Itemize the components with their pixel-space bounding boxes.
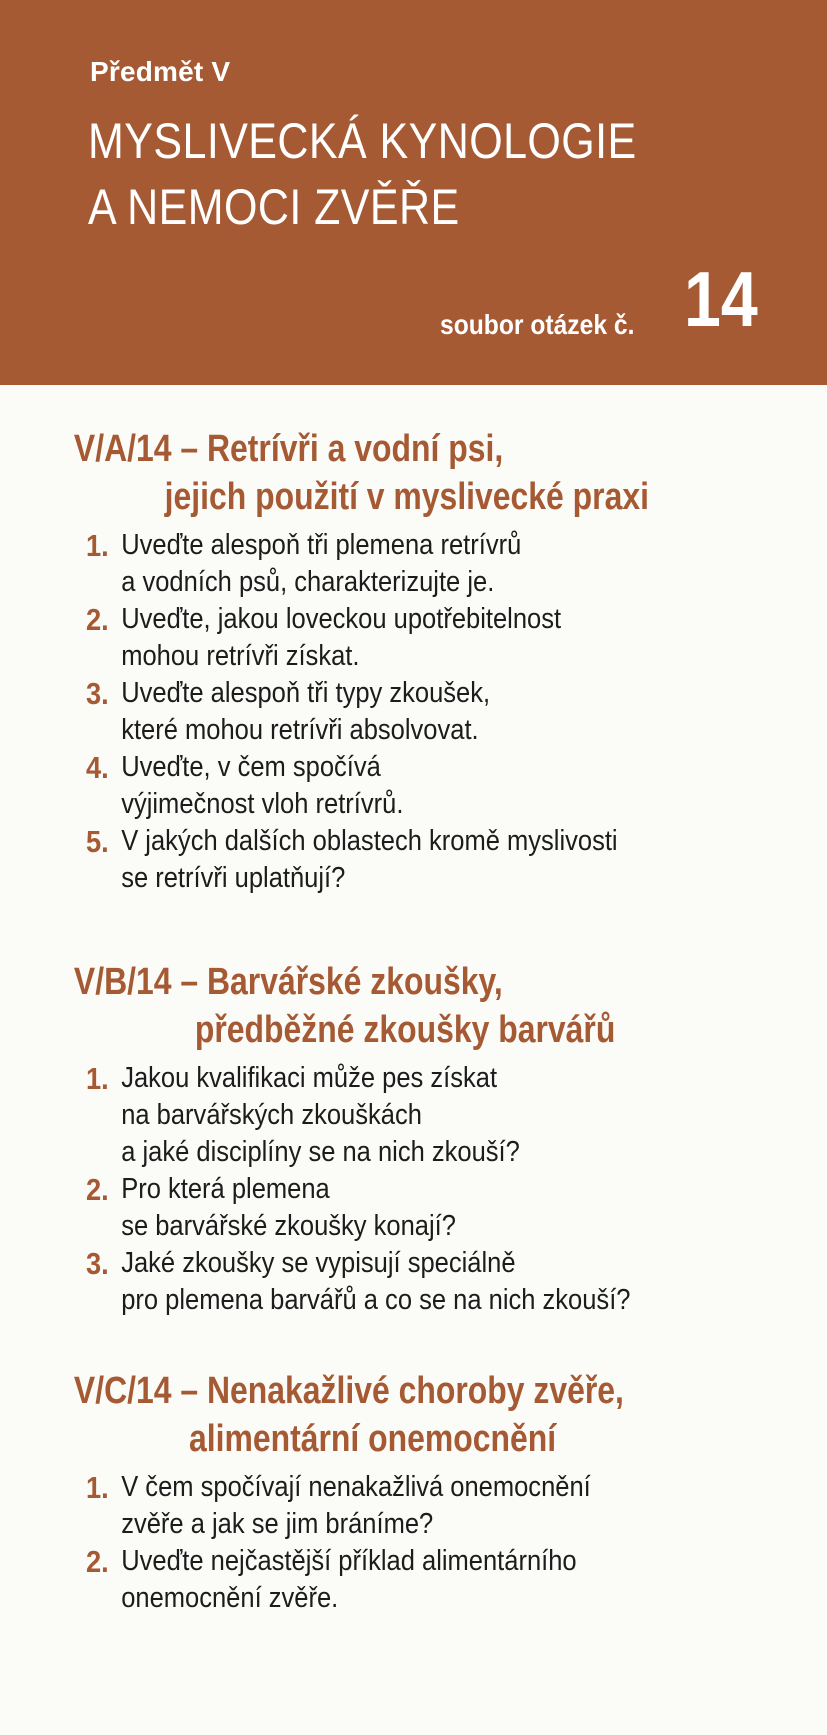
question-line: onemocnění zvěře. — [121, 1582, 339, 1614]
header-band — [0, 0, 827, 385]
question-line: zvěře a jak se jim bráníme? — [121, 1508, 434, 1540]
question-number: 1. — [86, 1061, 109, 1096]
question-line: V jakých dalších oblastech kromě myslivosti — [121, 825, 618, 857]
question-line: Uveďte, jakou loveckou upotřebitelnost — [121, 603, 562, 635]
question-line: a vodních psů, charakterizujte je. — [121, 566, 495, 598]
question-line: výjimečnost vloh retrívrů. — [121, 788, 404, 820]
section-a — [0, 425, 827, 897]
question-number: 1. — [86, 528, 109, 563]
section-title-line-2: alimentární onemocnění — [189, 1418, 557, 1460]
question-item — [86, 1171, 738, 1245]
section-title — [0, 958, 695, 1054]
question-line: se barvářské zkoušky konají? — [121, 1210, 456, 1242]
section-title-line-1: V/C/14 – Nenakažlivé choroby zvěře, — [73, 1370, 624, 1412]
question-number: 2. — [86, 1172, 109, 1207]
section-b — [0, 958, 827, 1319]
question-list — [0, 1060, 827, 1319]
question-number: 1. — [86, 1470, 109, 1505]
title-line-1: MYSLIVECKÁ KYNOLOGIE — [88, 113, 637, 169]
question-set-label: soubor otázek č. — [440, 309, 635, 340]
section-title — [0, 425, 695, 521]
section-c — [0, 1367, 827, 1617]
section-title-line-1: V/A/14 – Retrívři a vodní psi, — [73, 428, 504, 470]
question-line: V čem spočívají nenakažlivá onemocnění — [121, 1471, 591, 1503]
question-item — [86, 1543, 738, 1617]
question-line: a jaké disciplíny se na nich zkouší? — [121, 1136, 520, 1168]
question-line: Pro která plemena — [121, 1173, 330, 1205]
question-item — [86, 1469, 738, 1543]
question-line: pro plemena barvářů a co se na nich zkouší? — [121, 1284, 631, 1316]
question-number: 4. — [86, 750, 109, 785]
question-line: na barvářských zkouškách — [121, 1099, 422, 1131]
question-set-number: 14 — [684, 255, 758, 343]
question-item — [86, 527, 738, 601]
question-item — [86, 823, 738, 897]
question-line: Uveďte nejčastější příklad alimentárního — [121, 1545, 577, 1577]
question-list — [0, 1469, 827, 1617]
question-line: mohou retrívři získat. — [121, 640, 360, 672]
question-line: Jakou kvalifikaci může pes získat — [121, 1062, 498, 1094]
section-title — [0, 1367, 695, 1463]
question-line: Uveďte alespoň tři plemena retrívrů — [121, 529, 522, 561]
question-line: Jaké zkoušky se vypisují speciálně — [121, 1247, 516, 1279]
question-number: 5. — [86, 824, 109, 859]
question-item — [86, 1060, 738, 1171]
question-line: Uveďte, v čem spočívá — [121, 751, 381, 783]
title-line-2: A NEMOCI ZVĚŘE — [88, 179, 460, 235]
question-item — [86, 601, 738, 675]
section-title-line-2: předběžné zkoušky barvářů — [194, 1009, 616, 1051]
section-title-line-1: V/B/14 – Barvářské zkoušky, — [73, 961, 503, 1003]
section-title-line-2: jejich použití v myslivecké praxi — [164, 476, 649, 518]
question-number: 2. — [86, 1544, 109, 1579]
subject-label: Předmět V — [90, 56, 231, 87]
question-line: Uveďte alespoň tři typy zkoušek, — [121, 677, 491, 709]
question-number: 3. — [86, 676, 109, 711]
page-title — [88, 108, 637, 240]
question-item — [86, 675, 738, 749]
question-line: se retrívři uplatňují? — [121, 862, 346, 894]
question-number: 3. — [86, 1246, 109, 1281]
question-number: 2. — [86, 602, 109, 637]
question-list — [0, 527, 827, 897]
question-line: které mohou retrívři absolvovat. — [121, 714, 479, 746]
question-item — [86, 1245, 738, 1319]
question-item — [86, 749, 738, 823]
